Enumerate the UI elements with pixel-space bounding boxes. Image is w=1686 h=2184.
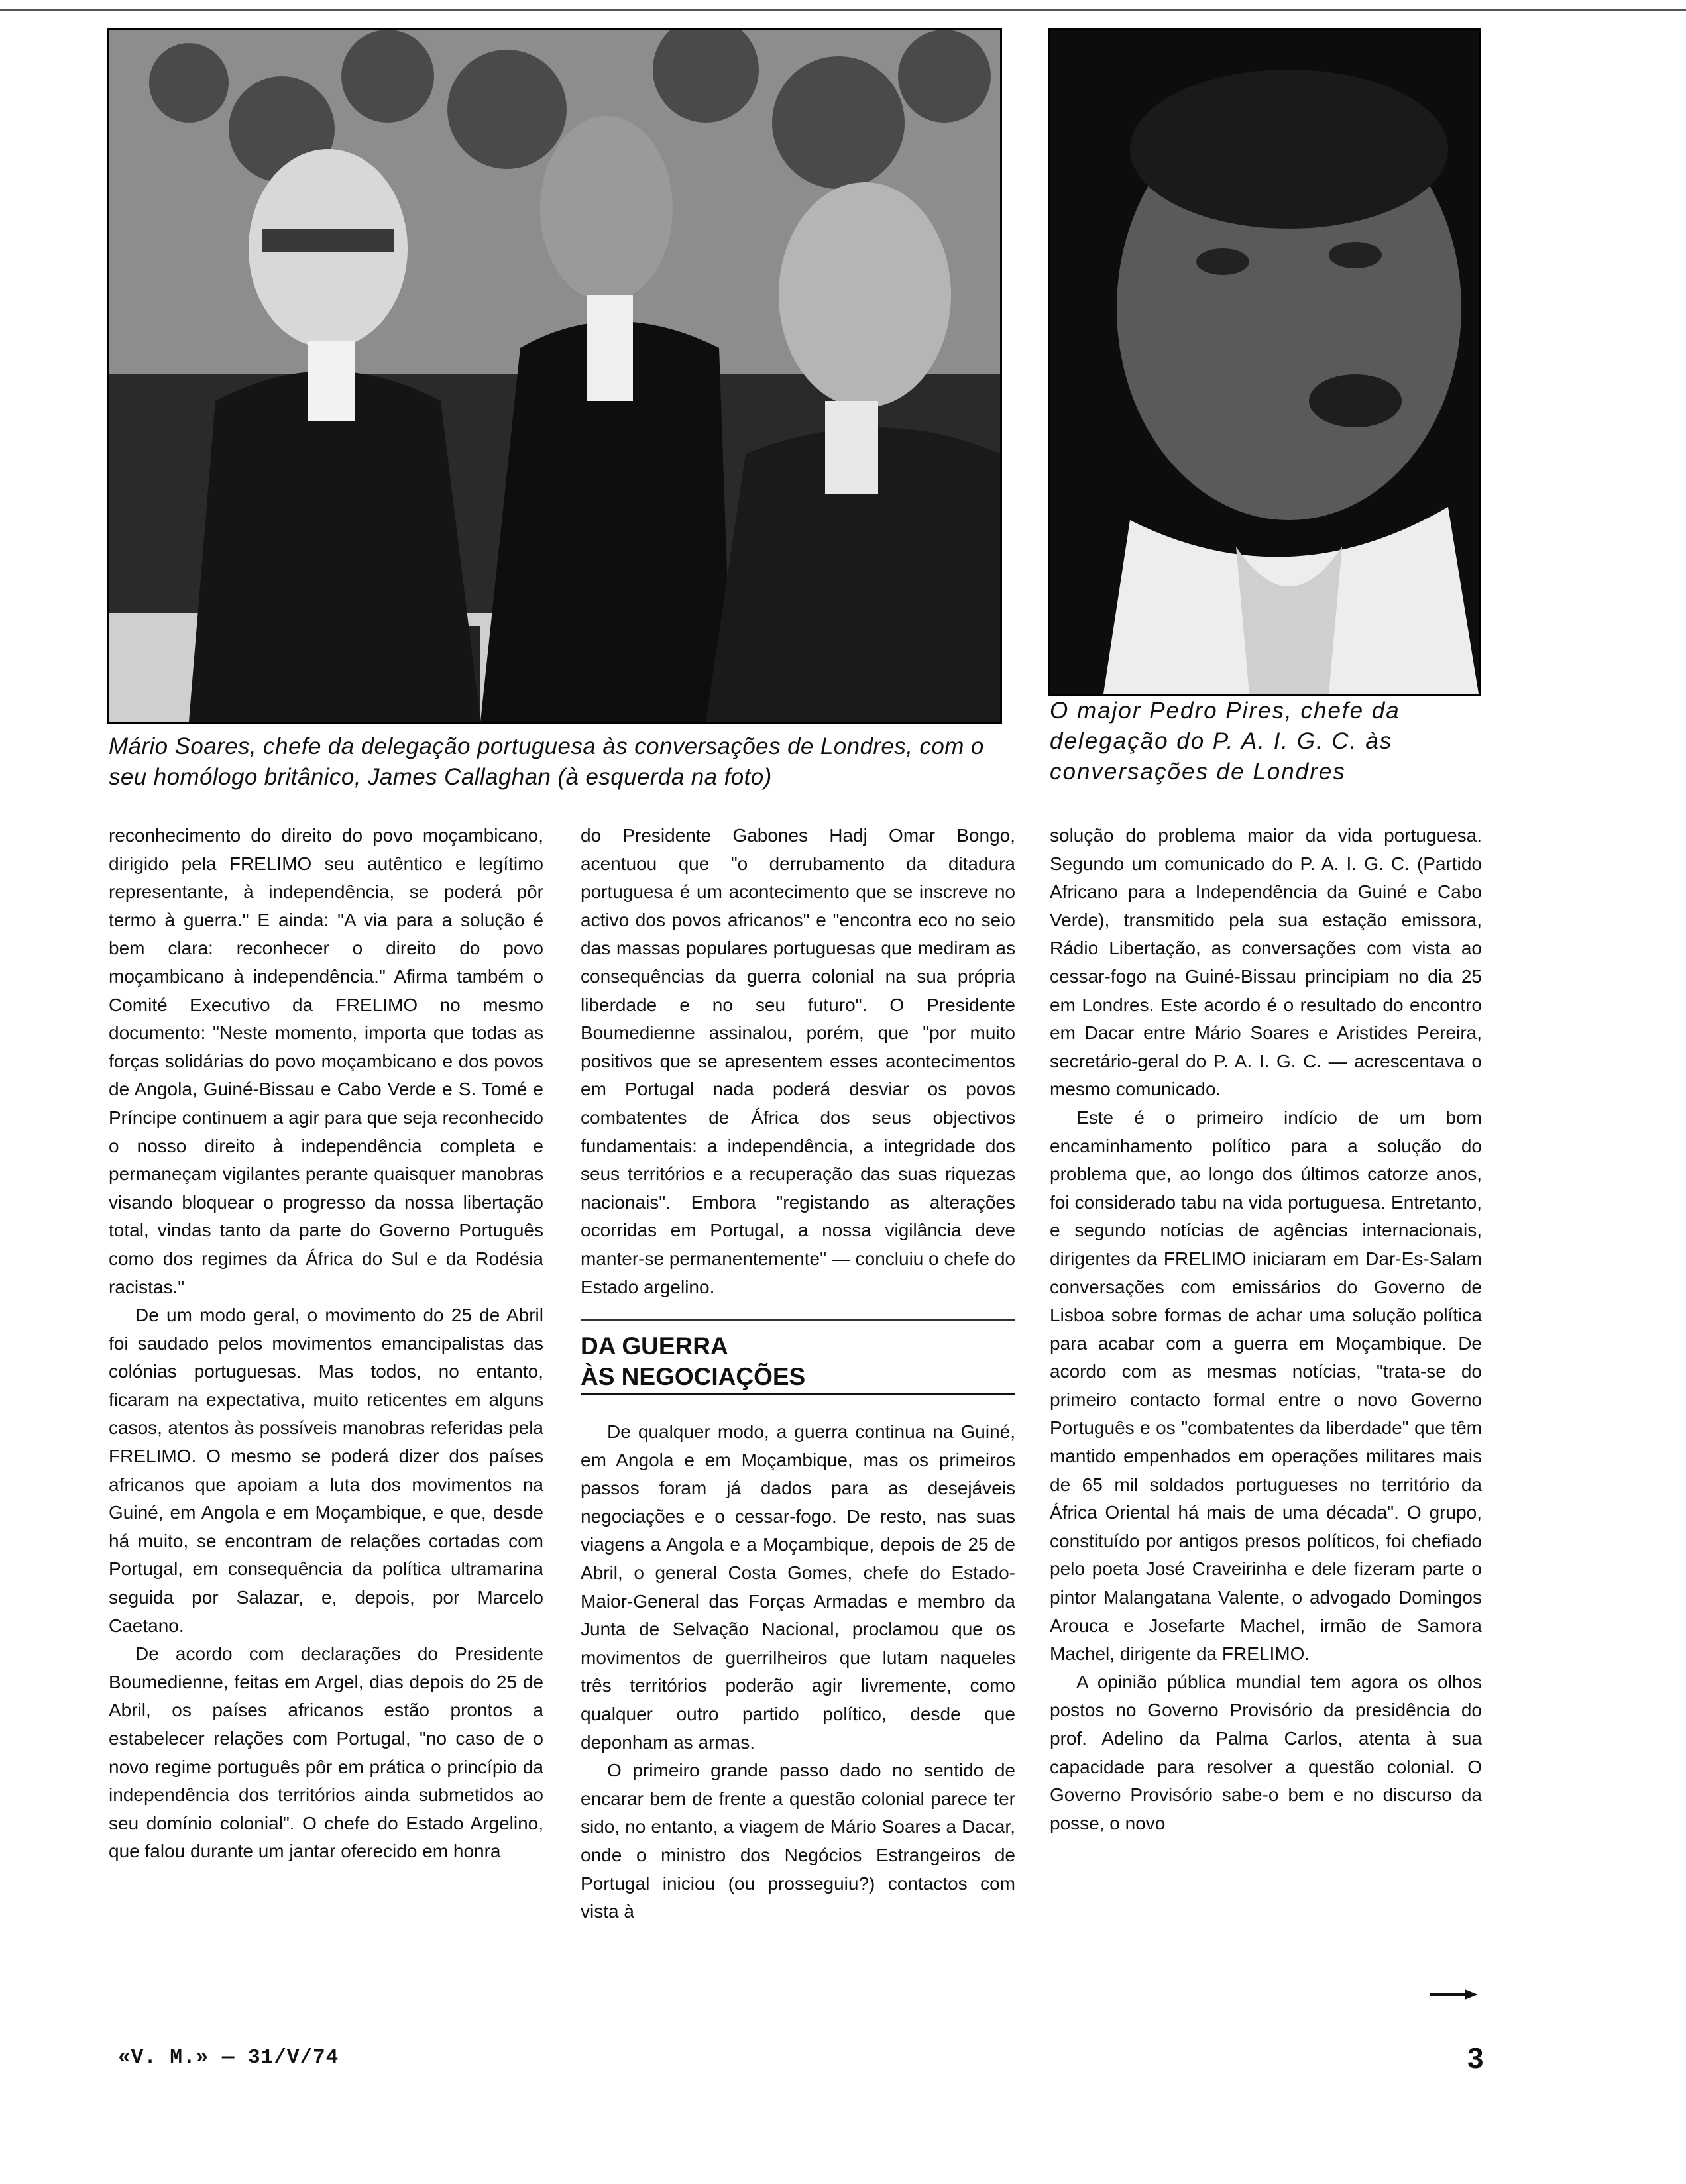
paragraph: O primeiro grande passo dado no sentido de encarar bem de frente a questão colonial parece ter sido, no entanto, a viagem de Mário Soares a Dacar, onde o ministro dos Negócios Estrangeiros de Portugal iniciou (ou prosseguiu?) contactos com vista à xyxy=(581,1760,1015,1922)
photo-pedro-pires-image xyxy=(1050,30,1479,694)
issue-reference: «V. M.» — 31/V/74 xyxy=(118,2046,339,2069)
paragraph: do Presidente Gabones Hadj Omar Bongo, acentuou que "o derrubamento da ditadura portuguesa é um acontecimento que se inscreve no activo dos povos africanos" e "encontra eco no seio das massas populares portuguesas que mediram as consequências da guerra colonial na sua própria liberdade e no seu futuro". O Presidente Boumedienne assinalou, porém, que "por muito positivos que se apresentem esses acontecimentos em Portugal nada poderá desviar os povos combatentes de África dos seus objectivos fundamentais: a independência, a integridade dos seus territórios e a recuperação das suas riquezas nacionais". Embora "registando as alterações ocorridas em Portugal, a nossa vigilância deve manter-se permanentemente" — concluiu o chefe do Estado argelino. xyxy=(581,825,1015,1297)
article-column-3 xyxy=(1050,822,1482,1837)
page-number: 3 xyxy=(1467,2042,1484,2075)
section-heading-line-2: ÀS NEGOCIAÇÕES xyxy=(581,1362,1015,1395)
article-column-2 xyxy=(581,822,1015,1926)
paragraph: Este é o primeiro indício de um bom encaminhamento político para a solução do problema que, ao longo dos últimos catorze anos, foi considerado tabu na vida portuguesa. Entretanto, e segundo notícias de agências internacionais, dirigentes da FRELIMO iniciaram em Dar-Es-Salam conversações com emissários do Governo de Lisboa sobre formas de achar uma solução política para acabar com a guerra em Moçambique. De acordo com as mesmas notícias, "trata-se do primeiro contacto formal entre o novo Governo Português e os "combatentes da liberdade" que têm mantido empenhados em operações militares mais de 65 mil soldados portugueses no território da África Oriental há mais de uma década". O grupo, constituído por antigos presos políticos, foi chefiado pelo poeta José Craveirinha e dele fizeram parte o pintor Malangatana Valente, o advogado Domingos Arouca e Josefarte Machel, irmão de Samora Machel, dirigente da FRELIMO. xyxy=(1050,1107,1482,1665)
paragraph: reconhecimento do direito do povo moçambicano, dirigido pela FRELIMO seu autêntico e legítimo representante, à independência, se poderá pôr termo à guerra." E ainda: "A via para a solução é bem clara: reconhecer o direito do povo moçambicano à independência." Afirma também o Comité Executivo da FRELIMO no mesmo documento: "Neste momento, importa que todas as forças solidárias do povo moçambicano e dos povos de Angola, Guiné-Bissau e Cabo Verde e S. Tomé e Príncipe continuem a agir para que seja reconhecido o nosso direito à independência completa e permaneçam vigilantes perante quaisquer manobras visando bloquear o progresso da nossa libertação total, vindas tanto da parte do Governo Português como dos regimes da África do Sul e da Rodésia racistas." xyxy=(109,825,543,1297)
photo-caption-right: O major Pedro Pires, chefe da delegação do P. A. I. G. C. às conversações de Londres xyxy=(1050,698,1400,785)
paragraph: solução do problema maior da vida portuguesa. Segundo um comunicado do P. A. I. G. C. (Partido Africano para a Independência da Guiné e Cabo Verde), transmitido pela sua estação emissora, Rádio Libertação, as conversações com vista ao cessar-fogo na Guiné-Bissau principiam no dia 25 em Londres. Este acordo é o resultado do encontro em Dacar entre Mário Soares e Aristides Pereira, secretário-geral do P. A. I. G. C. — acrescentava o mesmo comunicado. xyxy=(1050,825,1482,1100)
paragraph: De um modo geral, o movimento do 25 de Abril foi saudado pelos movimentos emancipalistas das colónias portuguesas. Mas todos, no entanto, ficaram na expectativa, muito reticentes em alguns casos, atentos às possíveis manobras referidas pela FRELIMO. O mesmo se poderá dizer dos países africanos que apoiam a luta dos movimentos na Guiné, em Angola e em Moçambique, e que, desde há muito, se encontram de relações cortadas com Portugal, em consequência da política ultramarina seguida por Salazar, e, depois, por Marcelo Caetano. xyxy=(109,1305,543,1636)
section-heading xyxy=(581,1319,1015,1395)
photo-soares-callaghan xyxy=(107,28,1002,724)
paragraph: A opinião pública mundial tem agora os olhos postos no Governo Provisório da presidência do prof. Adelino da Palma Carlos, atenta à sua capacidade para resolver a questão colonial. O Governo Provisório sabe-o bem e no discurso da posse, o novo xyxy=(1050,1671,1482,1833)
photo-caption-left: Mário Soares, chefe da delegação portuguesa às conversações de Londres, com o seu homólogo britânico, James Callaghan (à esquerda na foto) xyxy=(109,734,984,790)
paragraph: De acordo com declarações do Presidente Boumedienne, feitas em Argel, dias depois do 25 de Abril, os países africanos estão prontos a estabelecer relações com Portugal, "no caso de o novo regime português pôr em prática o princípio da independência dos territórios ainda submetidos ao seu domínio colonial". O chefe do Estado Argelino, que falou durante um jantar oferecido em honra xyxy=(109,1643,543,1862)
photo-pedro-pires xyxy=(1048,28,1481,696)
section-heading-line-1: DA GUERRA xyxy=(581,1333,728,1360)
top-rule xyxy=(0,9,1686,11)
article-column-1 xyxy=(109,822,543,1866)
continue-arrow-icon xyxy=(1430,1989,1478,2000)
photo-soares-callaghan-image xyxy=(109,30,1000,722)
paragraph: De qualquer modo, a guerra continua na Guiné, em Angola e em Moçambique, mas os primeiros passos foram já dados para as desejáveis negociações e o cessar-fogo. De resto, nas suas viagens a Angola e a Moçambique, depois de 25 de Abril, o general Costa Gomes, chefe do Estado-Maior-General das Forças Armadas e membro da Junta de Selvação Nacional, proclamou que os movimentos de guerrilheiros que lutam naqueles três territórios poderão agir livremente, como qualquer outro partido político, desde que deponham as armas. xyxy=(581,1421,1015,1753)
spacer xyxy=(581,1395,1015,1418)
